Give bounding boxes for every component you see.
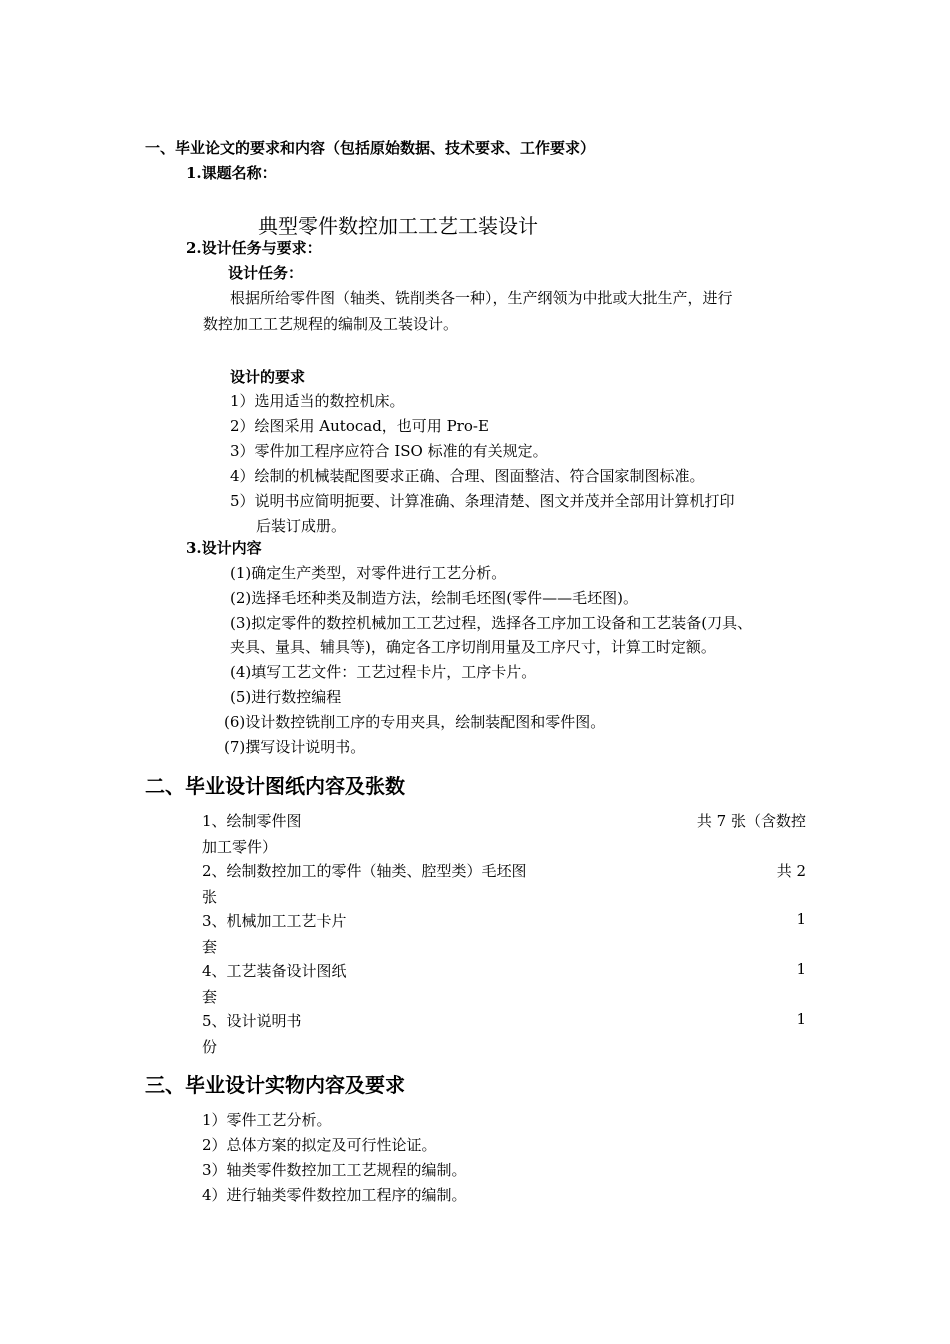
topic-label: 1.课题名称： — [186, 164, 277, 182]
topic-title: 典型零件数控加工工艺工装设计 — [258, 214, 538, 238]
section1-title: 一、毕业论文的要求和内容（包括原始数据、技术要求、工作要求） — [145, 139, 596, 157]
requirement-item: 4）绘制的机械装配图要求正确、合理、图面整洁、符合国家制图标准。 — [230, 467, 705, 485]
task-label: 2.设计任务与要求： — [186, 239, 322, 257]
design-task-line: 数控加工工艺规程的编制及工装设计。 — [203, 315, 459, 333]
drawing-item-name: 4、工艺装备设计图纸 — [202, 962, 347, 980]
physical-item: 1）零件工艺分析。 — [202, 1111, 332, 1129]
drawing-item-name: 1、绘制零件图 — [202, 812, 302, 830]
drawing-item-count: 共 2 — [776, 862, 806, 880]
requirement-item: 1）选用适当的数控机床。 — [230, 392, 405, 410]
section3-title: 三、毕业设计实物内容及要求 — [145, 1073, 405, 1097]
physical-item: 2）总体方案的拟定及可行性论证。 — [202, 1136, 437, 1154]
drawing-item — [202, 810, 806, 835]
drawing-item-cont: 加工零件） — [202, 838, 278, 856]
content-item: 夹具、量具、辅具等)，确定各工序切削用量及工序尺寸，计算工时定额。 — [230, 638, 716, 656]
drawing-item-name: 5、设计说明书 — [202, 1012, 302, 1030]
content-item: (1)确定生产类型，对零件进行工艺分析。 — [230, 564, 507, 582]
content-label: 3.设计内容 — [186, 539, 262, 557]
requirement-item: 2）绘图采用 Autocad，也可用 Pro-E — [230, 417, 489, 435]
requirement-item: 5）说明书应简明扼要、计算准确、条理清楚、图文并茂并全部用计算机打印 — [230, 492, 735, 510]
drawing-item-count: 1 — [796, 910, 806, 928]
physical-item: 3）轴类零件数控加工工艺规程的编制。 — [202, 1161, 467, 1179]
content-item: (7)撰写设计说明书。 — [224, 738, 366, 756]
content-item: (6)设计数控铣削工序的专用夹具，绘制装配图和零件图。 — [224, 713, 606, 731]
content-item: (3)拟定零件的数控机械加工工艺过程，选择各工序加工设备和工艺装备(刀具、 — [230, 614, 753, 632]
drawing-item-count: 1 — [796, 1010, 806, 1028]
drawing-item-count: 共 7 张（含数控 — [696, 812, 806, 830]
drawing-item-cont: 张 — [202, 888, 218, 906]
drawing-item — [202, 960, 806, 985]
content-item: (2)选择毛坯种类及制造方法，绘制毛坯图(零件——毛坯图)。 — [230, 589, 638, 607]
drawing-item-name: 2、绘制数控加工的零件（轴类、腔型类）毛坯图 — [202, 862, 527, 880]
drawing-item — [202, 1010, 806, 1035]
design-task-label: 设计任务： — [228, 264, 304, 282]
requirements-label: 设计的要求 — [230, 368, 306, 386]
drawing-item-name: 3、机械加工工艺卡片 — [202, 912, 347, 930]
section2-title: 二、毕业设计图纸内容及张数 — [145, 774, 405, 798]
drawing-item-count: 1 — [796, 960, 806, 978]
drawing-item — [202, 860, 806, 885]
requirement-item: 3）零件加工程序应符合 ISO 标准的有关规定。 — [230, 442, 548, 460]
drawing-item-cont: 套 — [202, 988, 218, 1006]
requirement-item-cont: 后装订成册。 — [256, 517, 347, 535]
drawing-item — [202, 910, 806, 935]
drawing-item-cont: 套 — [202, 938, 218, 956]
physical-item: 4）进行轴类零件数控加工程序的编制。 — [202, 1186, 467, 1204]
content-item: (4)填写工艺文件：工艺过程卡片，工序卡片。 — [230, 663, 537, 681]
drawing-item-cont: 份 — [202, 1038, 218, 1056]
design-task-line: 根据所给零件图（轴类、铣削类各一种），生产纲领为中批或大批生产，进行 — [230, 289, 733, 307]
content-item: (5)进行数控编程 — [230, 688, 342, 706]
